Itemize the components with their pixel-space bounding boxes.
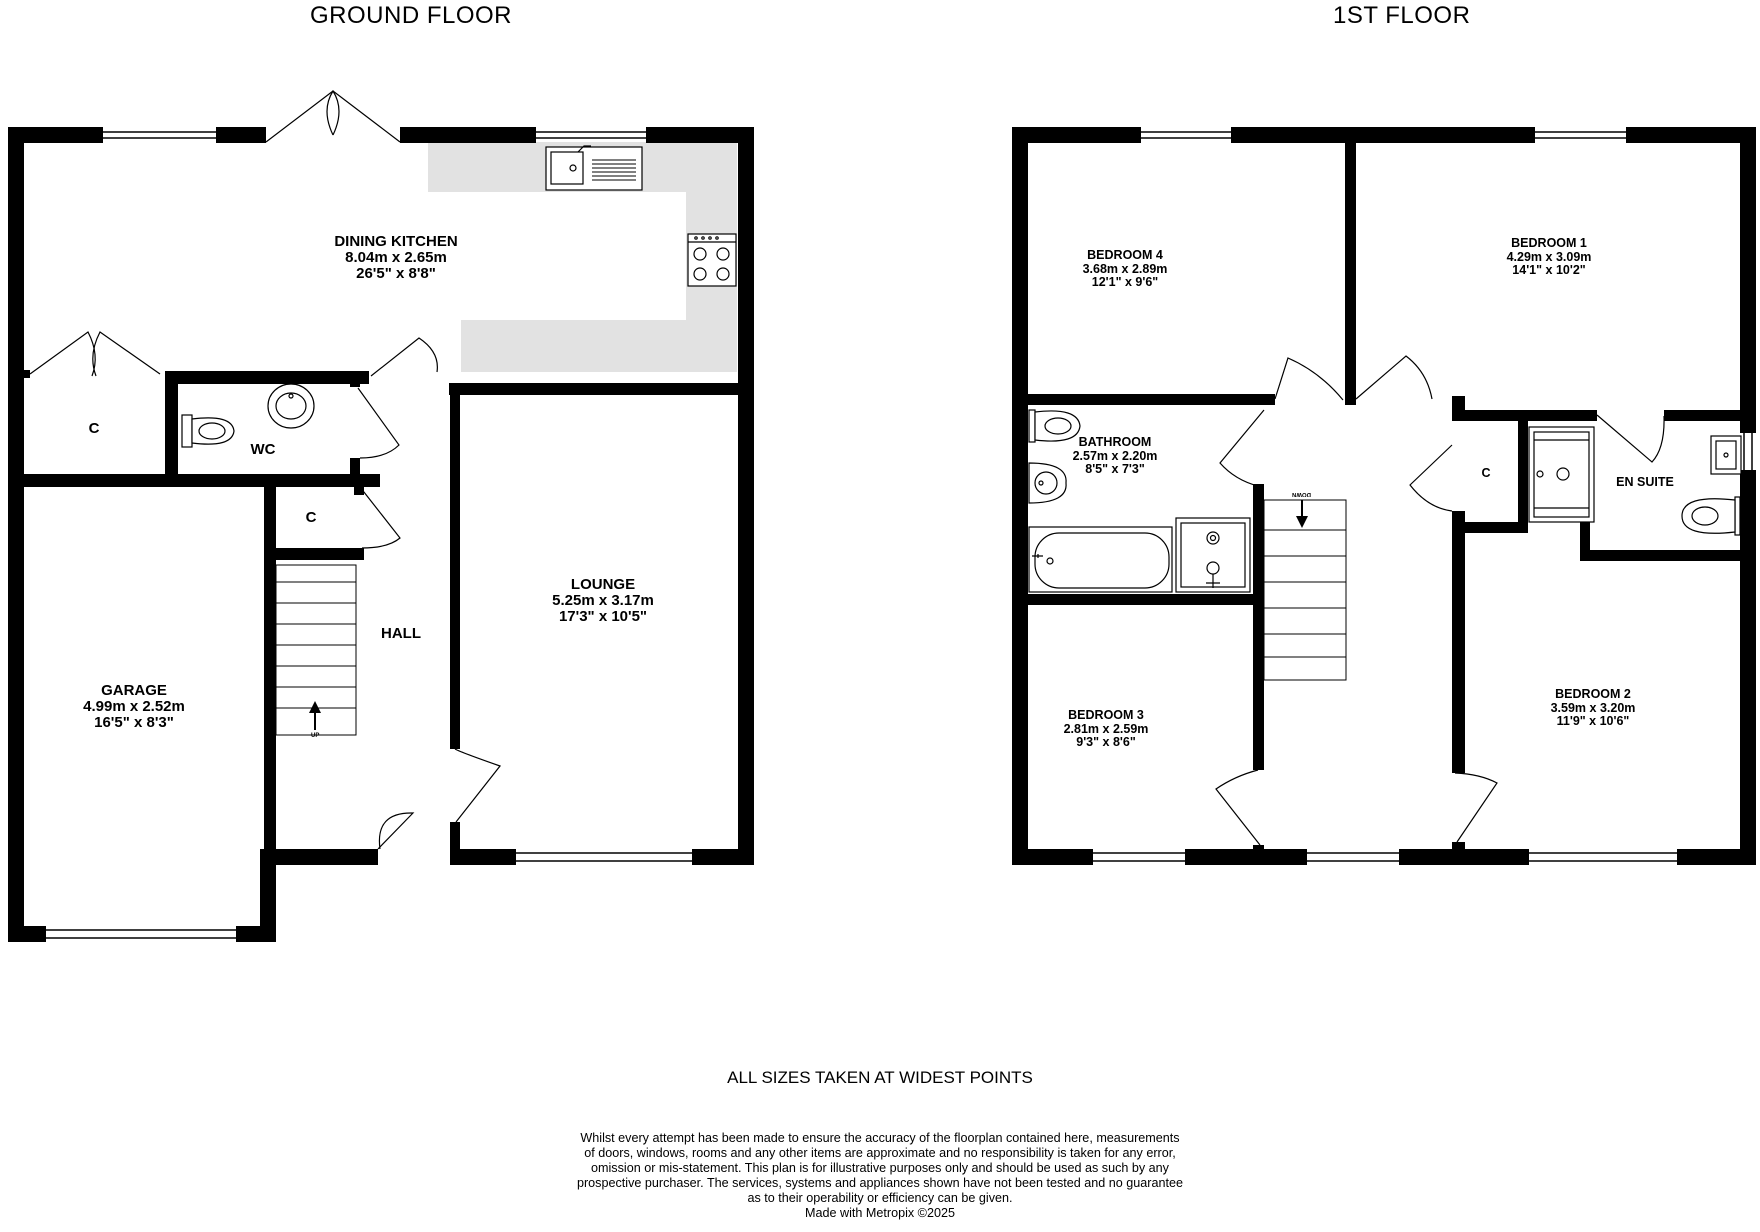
disclaimer-line: as to their operability or efficiency can be given.	[747, 1191, 1013, 1205]
room-imperial: 8'5" x 7'3"	[1085, 462, 1145, 476]
room-hall: HALL	[381, 625, 421, 642]
room-name: GARAGE	[101, 682, 167, 699]
room-metric: 2.81m x 2.59m	[1063, 721, 1149, 736]
hob-icon	[688, 234, 736, 286]
room-name: DINING KITCHEN	[334, 233, 458, 250]
widest-points-note: ALL SIZES TAKEN AT WIDEST POINTS	[727, 1068, 1033, 1087]
metropix-credit: Made with Metropix ©2025	[805, 1206, 955, 1220]
room-imperial: 11'9" x 10'6"	[1556, 714, 1630, 728]
room-wc: WC	[250, 441, 276, 458]
first-windows	[1016, 132, 1752, 861]
ground-floor-title: GROUND FLOOR	[310, 2, 513, 29]
stairs-up-arrow-icon	[309, 701, 321, 713]
room-garage	[83, 683, 185, 732]
room-bedroom-1	[1507, 237, 1592, 278]
room-dining-kitchen	[334, 234, 457, 283]
room-name: LOUNGE	[570, 576, 636, 593]
room-imperial: 12'1" x 9'6"	[1091, 275, 1159, 289]
room-imperial: 14'1" x 10'2"	[1512, 263, 1586, 277]
disclaimer-line: of doors, windows, rooms and any other items are approximate and no responsibility is taken for any error,	[584, 1146, 1176, 1160]
room-metric: 8.04m x 2.65m	[345, 249, 447, 267]
room-bathroom	[1073, 436, 1158, 477]
room-bedroom-2	[1551, 688, 1636, 729]
stairs-down-arrow-icon	[1296, 516, 1308, 528]
room-metric: 3.68m x 2.89m	[1082, 261, 1168, 276]
first-stairs	[1264, 500, 1346, 680]
room-name: BATHROOM	[1078, 435, 1152, 449]
room-imperial: 26'5" x 8'8"	[356, 265, 436, 283]
ground-floor-plan	[8, 91, 754, 942]
disclaimer-line: omission or mis-statement. This plan is for illustrative purposes only and should be used as such by any	[591, 1161, 1169, 1175]
stairs-down-label: DOWN	[1292, 491, 1311, 497]
room-bedroom-4	[1083, 249, 1168, 290]
kitchen-sink-icon	[546, 146, 642, 190]
room-en-suite: EN SUITE	[1616, 475, 1674, 489]
room-imperial: 9'3" x 8'6"	[1076, 735, 1136, 749]
room-metric: 5.25m x 3.17m	[552, 592, 654, 610]
room-metric: 4.29m x 3.09m	[1506, 249, 1592, 264]
first-doors	[1216, 356, 1664, 845]
room-cupboard-hall: C	[305, 509, 317, 526]
room-lounge	[552, 577, 654, 626]
room-cupboard-left: C	[88, 420, 100, 437]
room-imperial: 17'3" x 10'5"	[558, 608, 648, 626]
room-bedroom-3	[1064, 709, 1149, 750]
room-cupboard-landing: C	[1481, 466, 1491, 480]
disclaimer-line: Whilst every attempt has been made to ensure the accuracy of the floorplan contained here, measurements	[580, 1131, 1180, 1145]
room-metric: 3.59m x 3.20m	[1550, 700, 1636, 715]
room-metric: 2.57m x 2.20m	[1072, 448, 1158, 463]
room-name: BEDROOM 4	[1087, 248, 1163, 262]
room-name: BEDROOM 1	[1511, 236, 1587, 250]
wc-fittings	[182, 384, 314, 447]
first-floor-title: 1ST FLOOR	[1333, 2, 1471, 29]
room-name: BEDROOM 2	[1555, 687, 1631, 701]
disclaimer	[480, 1131, 1280, 1221]
disclaimer-line: prospective purchaser. The services, systems and appliances shown have not been tested and no guarantee	[576, 1176, 1184, 1190]
stairs-up-label: UP	[311, 733, 320, 739]
first-walls	[1012, 127, 1756, 865]
room-metric: 4.99m x 2.52m	[83, 698, 185, 716]
room-imperial: 16'5" x 8'3"	[94, 714, 174, 732]
room-name: BEDROOM 3	[1068, 708, 1144, 722]
first-floor-plan	[1012, 127, 1756, 865]
